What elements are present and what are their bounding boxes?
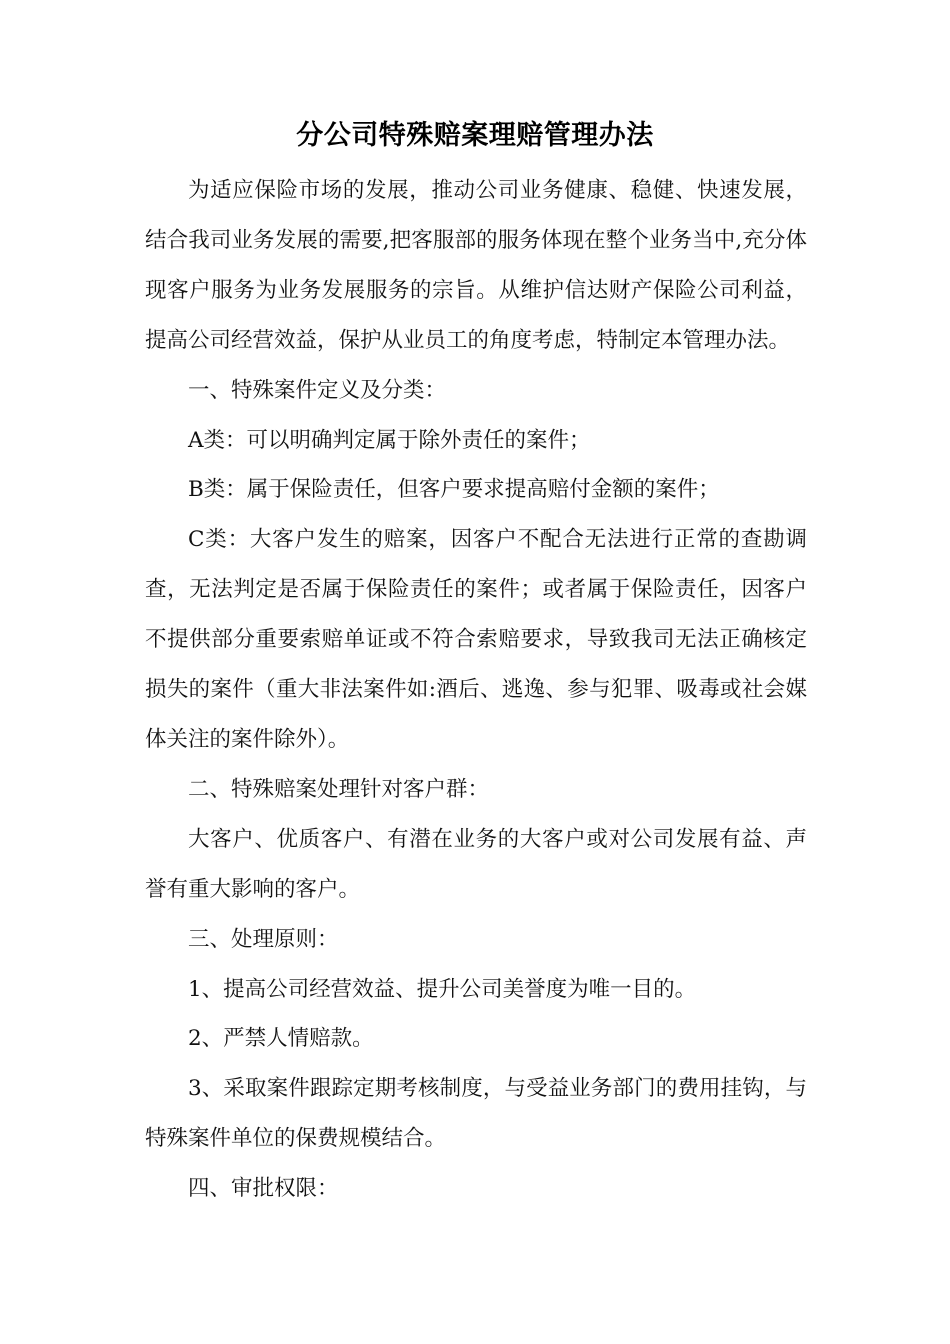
document-title: 分公司特殊赔案理赔管理办法: [296, 120, 654, 151]
section-heading-definition: 一、特殊案件定义及分类：: [188, 377, 447, 403]
paragraph-principle-1: 1、提高公司经营效益、提升公司美誉度为唯一目的。: [188, 976, 697, 1002]
section-heading-customers: 二、特殊赔案处理针对客户群：: [188, 776, 490, 802]
paragraph-intro: 为适应保险市场的发展，推动公司业务健康、稳健、快速发展，结合我司业务发展的需要,把客服部的服务体现在整个业务当中,充分体现客户服务为业务发展服务的宗旨。从维护信达财产保险公司利益，提高公司经营效益，保护从业员工的角度考虑，特制定本管理办法。: [145, 178, 807, 353]
section-heading-approval: 四、审批权限：: [188, 1176, 339, 1202]
paragraph-class-a: A类：可以明确判定属于除外责任的案件；: [188, 427, 591, 453]
paragraph-customers: 大客户、优质客户、有潜在业务的大客户或对公司发展有益、声誉有重大影响的客户。: [145, 826, 807, 902]
paragraph-class-c: C类：大客户发生的赔案，因客户不配合无法进行正常的查勘调查，无法判定是否属于保险责任的案件；或者属于保险责任，因客户不提供部分重要索赔单证或不符合索赔要求，导致我司无法正确核定损失的案件（重大非法案件如:酒后、逃逸、参与犯罪、吸毒或社会媒体关注的案件除外）。: [145, 527, 807, 752]
section-heading-principles: 三、处理原则：: [188, 926, 339, 952]
paragraph-class-b: B类：属于保险责任，但客户要求提高赔付金额的案件；: [188, 477, 720, 503]
document-body: [145, 166, 807, 1214]
paragraph-principle-3: 3、采取案件跟踪定期考核制度，与受益业务部门的费用挂钩，与特殊案件单位的保费规模结合。: [145, 1076, 807, 1152]
paragraph-principle-2: 2、严禁人情赔款。: [188, 1026, 374, 1052]
